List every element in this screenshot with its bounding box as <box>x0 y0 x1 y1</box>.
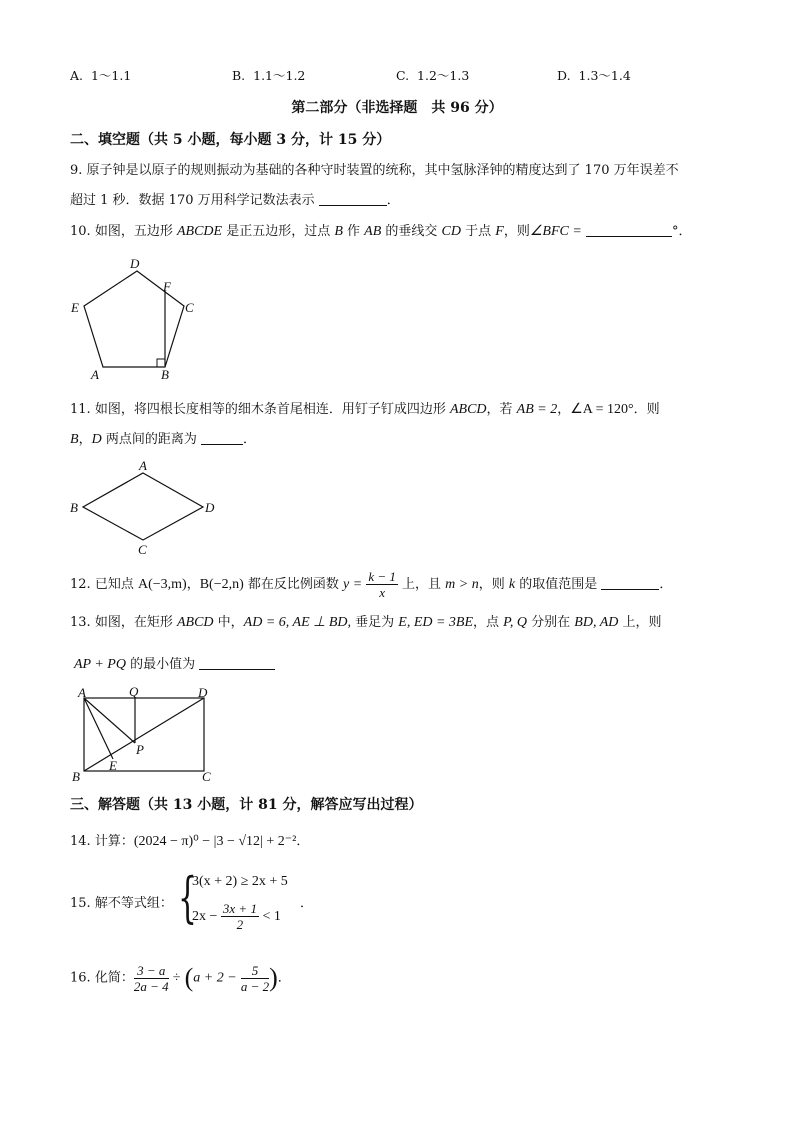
q10-text: 的垂线交 <box>381 224 442 239</box>
q12-text: 上，且 <box>397 577 446 592</box>
q16-inner-fraction <box>241 963 269 994</box>
q13-conditions: AD = 6, AE ⊥ BD, <box>243 615 351 630</box>
part-title: 第二部分（非选择题 共 96 分） <box>291 100 503 116</box>
q10-text: 如图，五边形 <box>94 224 177 239</box>
q12-text: ，则 <box>478 577 509 592</box>
section3-title: 三、解答题（共 13 小题，计 81 分，解答应写出过程） <box>70 797 423 813</box>
q16-divide: ÷ <box>172 970 181 986</box>
q15-ineq2-right: < 1 <box>262 909 281 924</box>
q13-line2 <box>74 655 275 675</box>
rhombus-shape <box>83 473 203 540</box>
q12-fraction <box>366 569 398 600</box>
q11-condition: ∠A = 120° <box>570 402 634 417</box>
q12-point-a: A(−3,m) <box>137 577 187 592</box>
q10-point: B <box>334 224 343 239</box>
q10-text: ，则 <box>503 224 530 239</box>
q10-answer-blank[interactable] <box>586 222 672 237</box>
q16-inner-denominator: a − 2 <box>240 978 270 994</box>
q12-line <box>70 568 672 602</box>
q13-text: ，点 <box>473 615 504 630</box>
q10-number: 10. <box>70 224 91 239</box>
q9-text: 原子钟是以原子的规则振动为基础的各种守时装置的统称，其中氢脉泽钟的精度达到了 170 万年误差不 <box>86 163 679 178</box>
q10-point: F <box>495 224 504 239</box>
q14-line <box>70 832 309 852</box>
q16-fraction <box>134 963 169 994</box>
q16-paren-open: ( <box>184 963 194 992</box>
q15-inequality-1: 3(x + 2) ≥ 2x + 5 <box>192 874 288 889</box>
option-letter: C. <box>396 68 410 83</box>
q12-condition: m > n <box>445 577 479 592</box>
q10-tail: °． <box>671 224 692 239</box>
option-d <box>557 66 631 86</box>
q13-text: 分别在 <box>527 615 575 630</box>
q11-text: ．则 <box>633 402 660 417</box>
q13-number: 13. <box>70 615 91 630</box>
q11-quad: ABCD <box>449 402 487 417</box>
q11-condition: AB = 2 <box>516 402 558 417</box>
label-b: B <box>72 769 80 784</box>
q14-number: 14. <box>70 834 91 849</box>
q9-line2: 超过 1 秒．数据 170 万用科学记数法表示 ． <box>70 193 400 208</box>
q12-k: k <box>508 577 516 592</box>
q15-brace: { <box>178 866 197 929</box>
option-letter: A. <box>70 68 84 83</box>
label-b: B <box>161 367 169 382</box>
label-c: C <box>138 542 147 557</box>
q15-inequality-2 <box>192 900 281 934</box>
option-letter: D. <box>557 68 571 83</box>
q9-number: 9. <box>70 163 83 178</box>
segment-ap <box>84 698 135 743</box>
q12-function-y: y = <box>343 577 363 592</box>
right-angle-mark <box>157 359 165 367</box>
q9-answer-blank[interactable] <box>319 191 387 206</box>
q13-points: P, Q <box>503 615 528 630</box>
q10-text: 是正五边形，过点 <box>222 224 335 239</box>
option-text: 1～1.1 <box>90 68 132 83</box>
option-text: 1.2～1.3 <box>417 68 470 83</box>
q12-text: ， <box>186 577 200 592</box>
q12-point-b: B(−2,n) <box>199 577 244 592</box>
option-c <box>396 66 469 86</box>
q9-line1 <box>70 161 679 181</box>
q15-number: 15. <box>70 896 91 911</box>
q15-label: 解不等式组： <box>94 896 173 911</box>
q16-line <box>70 960 291 997</box>
label-p: P <box>136 742 144 757</box>
q11-line2: B，D 两点间的距离为 ． <box>70 432 256 447</box>
label-a: A <box>78 686 86 700</box>
label-c: C <box>202 769 211 784</box>
q11-text: 两点间的距离为 <box>101 432 197 447</box>
q13-text: 中， <box>213 615 244 630</box>
q13-answer-blank[interactable] <box>199 655 275 670</box>
q15-fraction <box>221 901 259 932</box>
q16-denominator: 2a − 4 <box>133 978 169 994</box>
q12-text: 都在反比例函数 <box>243 577 344 592</box>
q15-tail: ． <box>300 896 314 911</box>
q13-text: 垂足为 <box>351 615 399 630</box>
q16-inner-numerator: 5 <box>241 963 269 979</box>
q13-rect: ABCD <box>176 615 214 630</box>
q16-numerator: 3 − a <box>134 963 169 979</box>
q9-text-2: 超过 1 秒．数据 170 万用科学记数法表示 <box>70 193 315 208</box>
q16-number: 16. <box>70 970 91 986</box>
section2-title: 二、填空题（共 5 小题，每小题 3 分，计 15 分） <box>70 132 391 148</box>
q10-pentagon: ABCDE <box>176 224 223 239</box>
q16-paren-expr: a + 2 − <box>193 970 237 986</box>
q10-text: 作 <box>342 224 365 239</box>
q12-denominator: x <box>379 585 386 600</box>
q11-text: ， <box>557 402 571 417</box>
option-text: 1.1～1.2 <box>253 68 306 83</box>
q14-expression: (2024 − π)⁰ − |3 − √12| + 2⁻² <box>133 834 297 849</box>
q11-point: D <box>91 432 102 447</box>
q12-text: 已知点 <box>94 577 138 592</box>
q13-text: 的最小值为 <box>125 657 196 672</box>
label-e: E <box>71 300 79 315</box>
option-text: 1.3～1.4 <box>578 68 631 83</box>
q10-segment: CD <box>441 224 461 239</box>
q15-numerator: 3x + 1 <box>222 901 257 917</box>
segment-ae <box>84 698 113 759</box>
q10-segment: AB <box>364 224 382 239</box>
q10-text: 于点 <box>461 224 496 239</box>
label-e: E <box>109 758 117 773</box>
label-b: B <box>70 500 78 515</box>
q11-line1 <box>70 400 660 420</box>
label-d: D <box>198 686 208 700</box>
q12-number: 12. <box>70 577 91 592</box>
q11-text: ，若 <box>486 402 517 417</box>
q16-label: 化简： <box>94 970 134 986</box>
q13-text: 上，则 <box>618 615 662 630</box>
q14-label: 计算： <box>94 834 134 849</box>
q13-segments: BD, AD <box>574 615 619 630</box>
option-letter: B. <box>232 68 246 83</box>
option-a <box>70 66 131 86</box>
q11-text: 如图，将四根长度相等的细木条首尾相连．用钉子钉成四边形 <box>94 402 450 417</box>
q13-line1 <box>70 613 662 633</box>
label-a: A <box>139 458 147 473</box>
q15-ineq2-left: 2x − <box>192 909 218 924</box>
q14-tail: ． <box>296 834 310 849</box>
q12-text: 的取值范围是 <box>515 577 598 592</box>
q13-expression: AP + PQ <box>74 657 126 672</box>
q16-tail: ． <box>277 970 291 986</box>
q13-condition-e: E, ED = 3BE <box>398 615 474 630</box>
label-q: Q <box>129 686 139 699</box>
label-d: D <box>205 500 215 515</box>
rhombus-figure <box>64 456 224 558</box>
q15-label-line <box>70 894 173 914</box>
q12-tail: ． <box>659 577 673 592</box>
option-b <box>232 66 305 86</box>
q11-point: B <box>70 432 79 447</box>
q13-text: 如图，在矩形 <box>94 615 177 630</box>
label-c: C <box>185 300 194 315</box>
q15-denominator: 2 <box>236 917 244 933</box>
q12-answer-blank[interactable] <box>601 575 659 590</box>
q10-line <box>70 222 691 242</box>
label-a: A <box>91 367 99 382</box>
q11-text: ， <box>78 432 92 447</box>
q12-numerator: k − 1 <box>368 569 396 584</box>
q16-paren-close: ) <box>269 963 278 992</box>
rectangle-figure <box>66 686 226 786</box>
label-d: D <box>130 256 140 271</box>
q11-answer-blank[interactable] <box>201 430 243 445</box>
pentagon-figure <box>60 255 210 385</box>
label-f: F <box>163 279 171 294</box>
q11-number: 11. <box>70 402 91 417</box>
q10-angle: ∠BFC = <box>529 224 582 239</box>
